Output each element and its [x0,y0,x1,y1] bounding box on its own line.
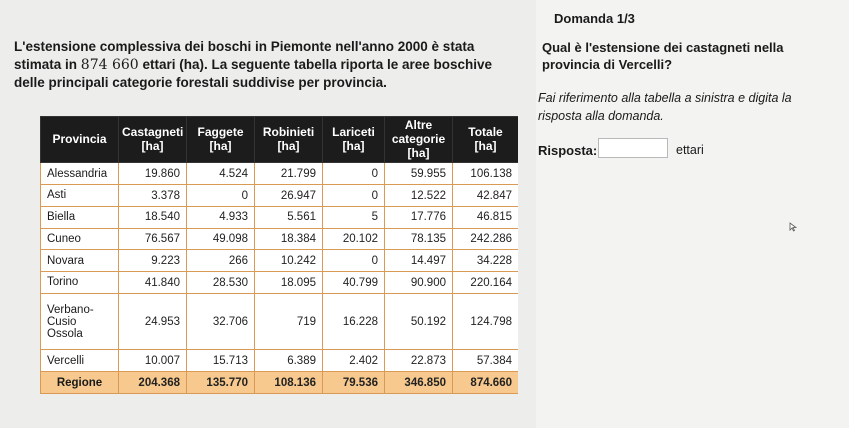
header-altre-categorie: Altre categorie [ha] [385,117,453,163]
table-cell: 106.138 [453,163,519,185]
intro-line-1: L'estensione complessiva dei boschi in Piemonte nell'anno 2000 è stata [14,39,475,54]
table-cell: 10.242 [255,250,323,272]
table-row [41,228,519,250]
answer-unit: ettari [676,143,704,157]
table-cell: 242.286 [453,228,519,250]
table-cell: 46.815 [453,206,519,228]
table-cell: 21.799 [255,163,323,185]
table-cell: 3.378 [119,185,187,207]
intro-line-2-prefix: stimata in [14,56,81,72]
header-faggete: Faggete [ha] [187,117,255,163]
cell-provincia: Biella [41,206,119,228]
table-cell: 17.776 [385,206,453,228]
table-cell: 5.561 [255,206,323,228]
header-robinieti: Robinieti [ha] [255,117,323,163]
answer-label: Risposta: [538,143,598,158]
table-cell: 9.223 [119,250,187,272]
table-cell: 4.933 [187,206,255,228]
forest-table-container [40,116,518,394]
header-provincia: Provincia [41,117,119,163]
table-cell: 220.164 [453,272,519,294]
table-cell: 719 [255,293,323,350]
table-cell: 32.706 [187,293,255,350]
cell-regione: Regione [41,372,119,394]
question-panel [536,0,849,428]
table-header-row [41,117,519,163]
table-cell: 0 [323,163,385,185]
table-cell: 42.847 [453,185,519,207]
table-row [41,185,519,207]
table-cell: 18.095 [255,272,323,294]
header-totale: Totale [ha] [453,117,519,163]
table-cell: 18.384 [255,228,323,250]
table-cell: 10.007 [119,350,187,372]
table-cell: 50.192 [385,293,453,350]
table-row [41,350,519,372]
total-cell: 135.770 [187,372,255,394]
table-row [41,250,519,272]
intro-line-3: delle principali categorie forestali suddivise per provincia. [14,75,387,91]
table-row [41,163,519,185]
answer-input[interactable] [598,138,668,158]
table-row [41,272,519,294]
header-castagneti: Castagneti [ha] [119,117,187,163]
header-lariceti: Lariceti [ha] [323,117,385,163]
table-cell: 0 [323,185,385,207]
total-cell: 204.368 [119,372,187,394]
table-cell: 59.955 [385,163,453,185]
table-cell: 41.840 [119,272,187,294]
table-cell: 76.567 [119,228,187,250]
forest-table [40,116,518,394]
table-cell: 18.540 [119,206,187,228]
table-cell: 57.384 [453,350,519,372]
total-cell: 874.660 [453,372,519,394]
table-cell: 124.798 [453,293,519,350]
table-cell: 22.873 [385,350,453,372]
table-cell: 5 [323,206,385,228]
intro-text [14,38,524,92]
table-cell: 26.947 [255,185,323,207]
table-cell: 24.953 [119,293,187,350]
cell-provincia: Verbano-Cusio Ossola [41,293,119,350]
table-cell: 19.860 [119,163,187,185]
table-cell: 49.098 [187,228,255,250]
cell-provincia: Asti [41,185,119,207]
intro-line-2-suffix: ettari (ha). La seguente tabella riporta le aree boschive [138,56,493,72]
table-cell: 2.402 [323,350,385,372]
cursor-icon [789,222,797,232]
cell-provincia: Novara [41,250,119,272]
cell-provincia: Alessandria [41,163,119,185]
table-cell: 4.524 [187,163,255,185]
intro-line-2 [14,56,524,74]
table-cell: 40.799 [323,272,385,294]
table-row [41,293,519,350]
table-cell: 6.389 [255,350,323,372]
total-cell: 346.850 [385,372,453,394]
total-cell: 79.536 [323,372,385,394]
cell-provincia: Cuneo [41,228,119,250]
table-cell: 14.497 [385,250,453,272]
total-area-number: 874 660 [80,56,139,73]
table-cell: 90.900 [385,272,453,294]
cell-provincia: Torino [41,272,119,294]
table-cell: 12.522 [385,185,453,207]
total-cell: 108.136 [255,372,323,394]
table-cell: 266 [187,250,255,272]
table-cell: 15.713 [187,350,255,372]
table-cell: 28.530 [187,272,255,294]
table-total-row [41,372,519,394]
question-counter: Domanda 1/3 [554,11,635,26]
table-cell: 16.228 [323,293,385,350]
table-cell: 20.102 [323,228,385,250]
table-cell: 0 [187,185,255,207]
question-text: Qual è l'estensione dei castagneti nella provincia di Vercelli? [542,40,784,72]
question-hint: Fai riferimento alla tabella a sinistra e digita la risposta alla domanda. [538,91,792,123]
table-row [41,206,519,228]
table-cell: 78.135 [385,228,453,250]
table-cell: 0 [323,250,385,272]
table-cell: 34.228 [453,250,519,272]
cell-provincia: Vercelli [41,350,119,372]
